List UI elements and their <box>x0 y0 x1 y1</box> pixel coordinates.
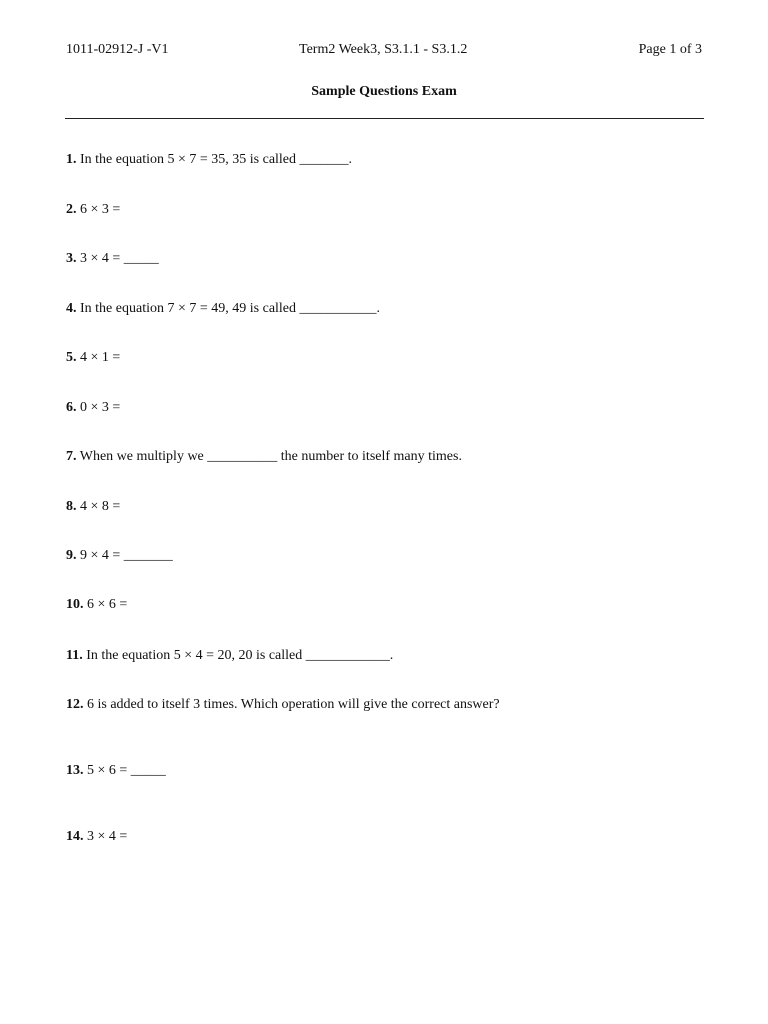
question-number: 5. <box>66 350 77 365</box>
document-code: 1011-02912-J -V1 <box>66 42 169 57</box>
question-1 <box>66 152 352 168</box>
question-11 <box>66 648 393 664</box>
term-week-label: Term2 Week3, S3.1.1 - S3.1.2 <box>299 42 468 57</box>
question-number: 3. <box>66 251 77 266</box>
question-number: 4. <box>66 301 77 316</box>
question-text: 9 × 4 = _______ <box>80 548 173 563</box>
question-text: In the equation 5 × 4 = 20, 20 is called ____________. <box>86 648 394 663</box>
page-header <box>66 42 702 62</box>
question-text: 3 × 4 = <box>87 829 128 844</box>
question-text: 4 × 8 = <box>80 499 121 514</box>
question-4 <box>66 301 380 317</box>
question-text: 4 × 1 = <box>80 350 121 365</box>
question-2 <box>66 202 120 218</box>
question-number: 8. <box>66 499 77 514</box>
question-text: 0 × 3 = <box>80 400 121 415</box>
question-text: When we multiply we __________ the number to itself many times. <box>79 449 462 464</box>
question-number: 6. <box>66 400 77 415</box>
question-10 <box>66 597 127 613</box>
question-text: 6 × 3 = <box>80 202 121 217</box>
question-number: 1. <box>66 152 77 167</box>
question-5 <box>66 350 120 366</box>
question-text: 6 × 6 = <box>87 597 128 612</box>
question-number: 10. <box>66 597 84 612</box>
question-3 <box>66 251 159 267</box>
question-number: 13. <box>66 763 84 778</box>
exam-title: Sample Questions Exam <box>311 84 457 99</box>
question-text: 3 × 4 = _____ <box>80 251 159 266</box>
question-number: 11. <box>66 648 83 663</box>
question-12 <box>66 697 500 713</box>
question-number: 7. <box>66 449 77 464</box>
question-number: 14. <box>66 829 84 844</box>
title-divider <box>65 118 704 119</box>
question-text: In the equation 7 × 7 = 49, 49 is called ___________. <box>80 301 381 316</box>
question-13 <box>66 763 166 779</box>
question-number: 9. <box>66 548 77 563</box>
question-number: 12. <box>66 697 84 712</box>
question-6 <box>66 400 120 416</box>
question-8 <box>66 499 120 515</box>
question-text: 5 × 6 = _____ <box>87 763 166 778</box>
question-number: 2. <box>66 202 77 217</box>
question-text: In the equation 5 × 7 = 35, 35 is called _______. <box>80 152 353 167</box>
question-14 <box>66 829 127 845</box>
question-text: 6 is added to itself 3 times. Which operation will give the correct answer? <box>87 697 500 712</box>
question-9 <box>66 548 173 564</box>
page-number: Page 1 of 3 <box>638 42 702 57</box>
question-7 <box>66 449 462 465</box>
